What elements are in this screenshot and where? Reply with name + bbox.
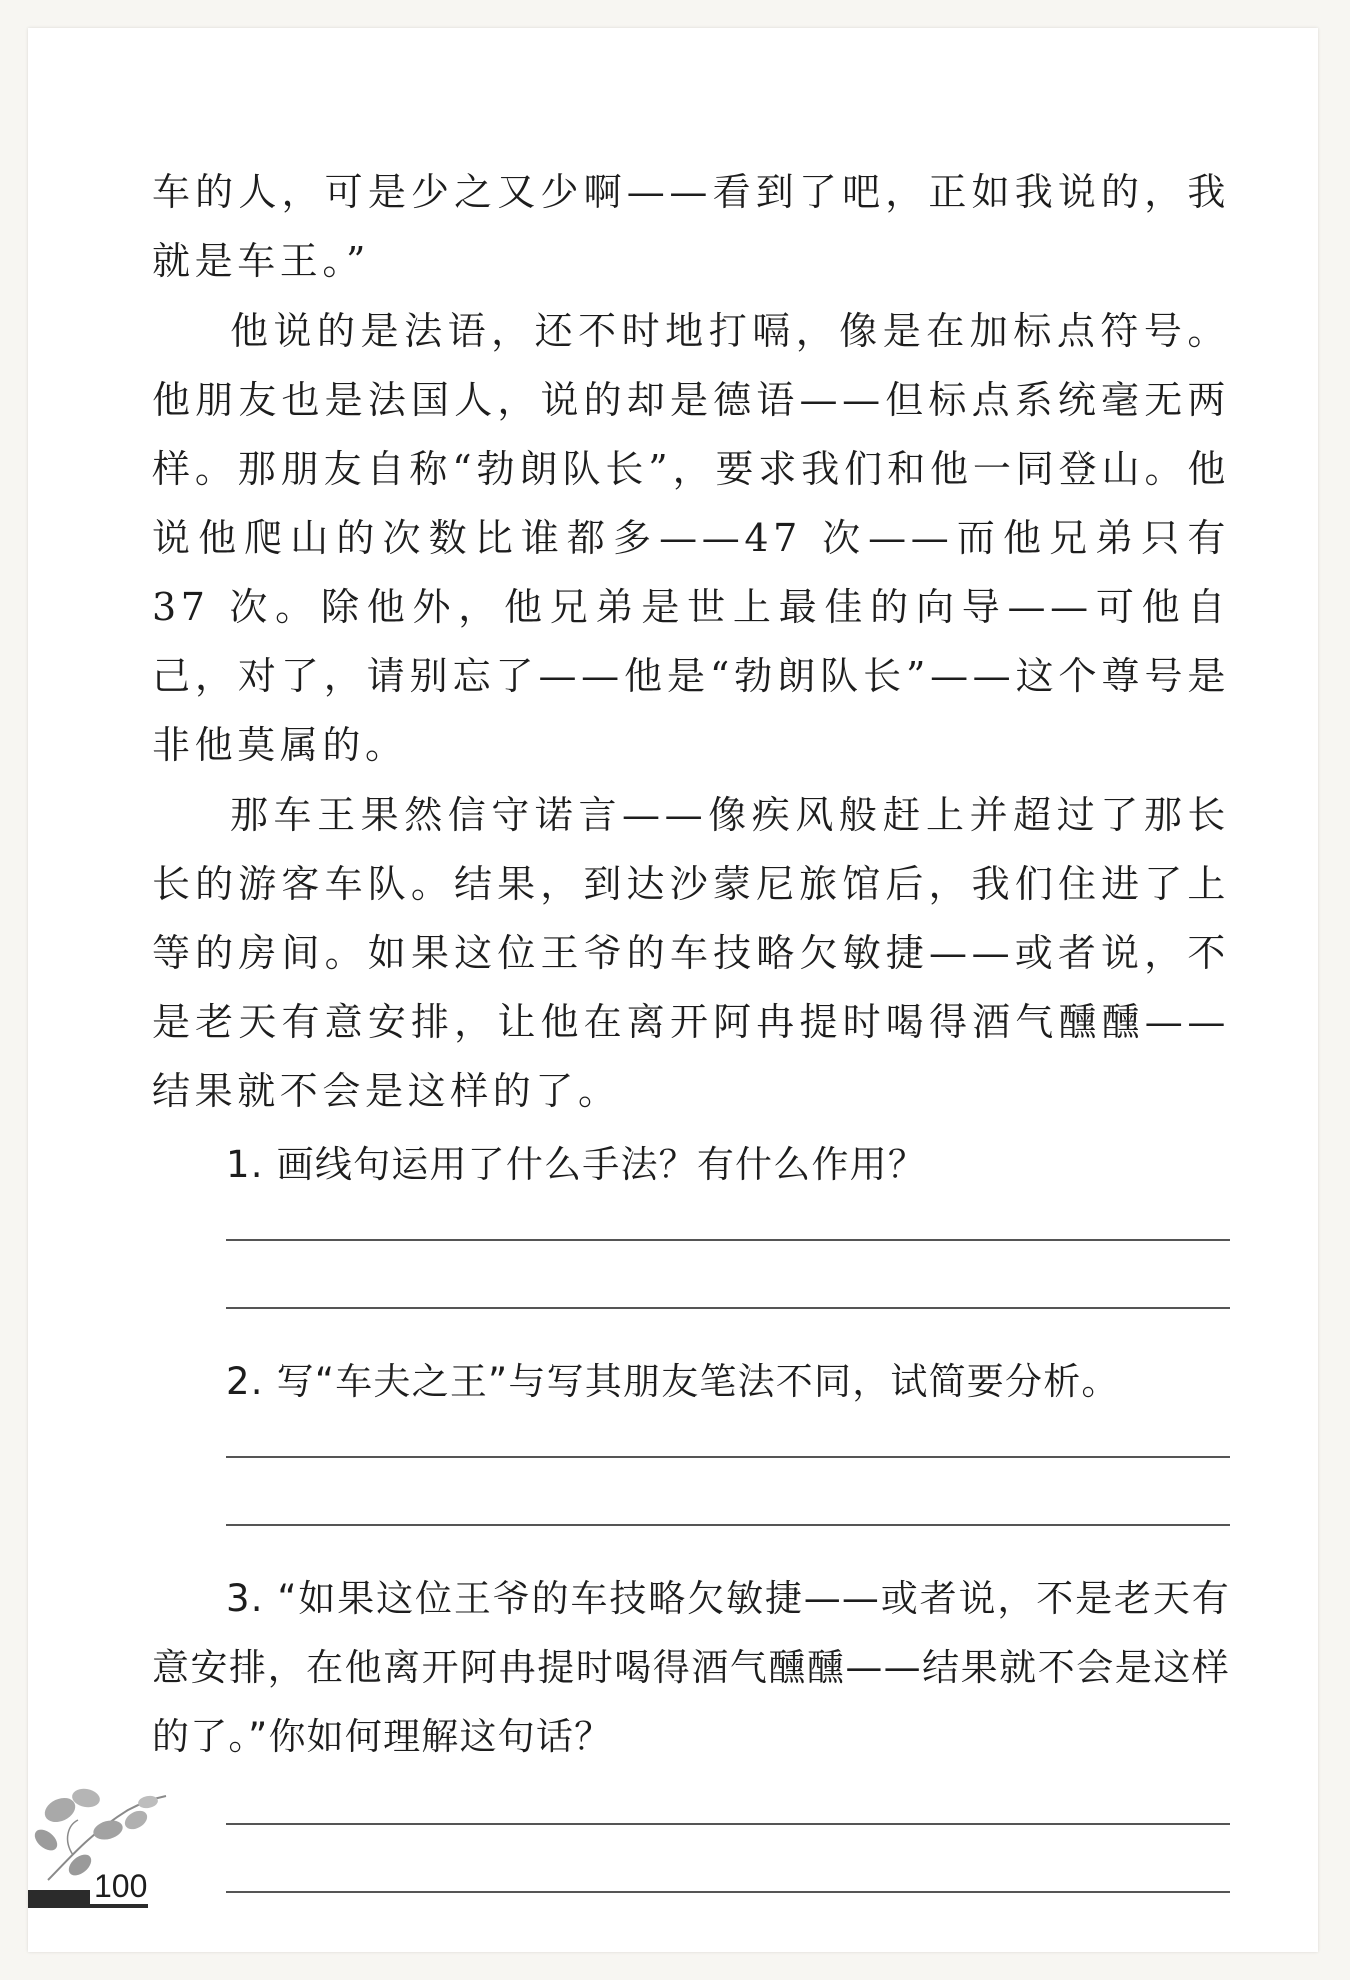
answer-line[interactable] xyxy=(226,1823,1230,1825)
question-3: 3. “如果这位王爷的车技略欠敏捷——或者说，不是老天有意安排，在他离开阿冉提时喝得酒气醺醺——结果就不会是这样的了。”你如何理解这句话？ xyxy=(152,1577,1230,1758)
page-content xyxy=(152,158,1230,1893)
answer-area-2[interactable] xyxy=(226,1456,1230,1526)
answer-line[interactable] xyxy=(226,1891,1230,1893)
answer-area-1[interactable] xyxy=(226,1239,1230,1309)
page-number: 100 xyxy=(90,1868,151,1904)
answer-line[interactable] xyxy=(226,1456,1230,1458)
question-2: 2. 写“车夫之王”与写其朋友笔法不同，试简要分析。 xyxy=(226,1360,1120,1403)
answer-line[interactable] xyxy=(226,1307,1230,1309)
passage-paragraph-2: 他说的是法语，还不时地打嗝，像是在加标点符号。他朋友也是法国人，说的却是德语——但标点系统毫无两样。那朋友自称“勃朗队长”，要求我们和他一同登山。他说他爬山的次数比谁都多——47 次——而他兄弟只有 37 次。除他外，他兄弟是世上最佳的向导——可他自己，对了，请别忘了——他是“勃朗队长”——这个尊号是非他莫属的。 xyxy=(152,309,1230,767)
answer-area-3[interactable] xyxy=(226,1823,1230,1893)
passage-paragraph-3: 那车王果然信守诺言——像疾风般赶上并超过了那长长的游客车队。结果，到达沙蒙尼旅馆后，我们住进了上等的房间。如果这位王爷的车技略欠敏捷——或者说，不是老天有意安排，让他在离开阿冉提时喝得酒气醺醺——结果就不会是这样的了。 xyxy=(152,793,1230,1113)
answer-line[interactable] xyxy=(226,1524,1230,1526)
question-1: 1. 画线句运用了什么手法？有什么作用？ xyxy=(226,1143,927,1186)
passage-paragraph-1: 车的人，可是少之又少啊——看到了吧，正如我说的，我就是车王。” xyxy=(152,170,1230,283)
answer-line[interactable] xyxy=(226,1239,1230,1241)
